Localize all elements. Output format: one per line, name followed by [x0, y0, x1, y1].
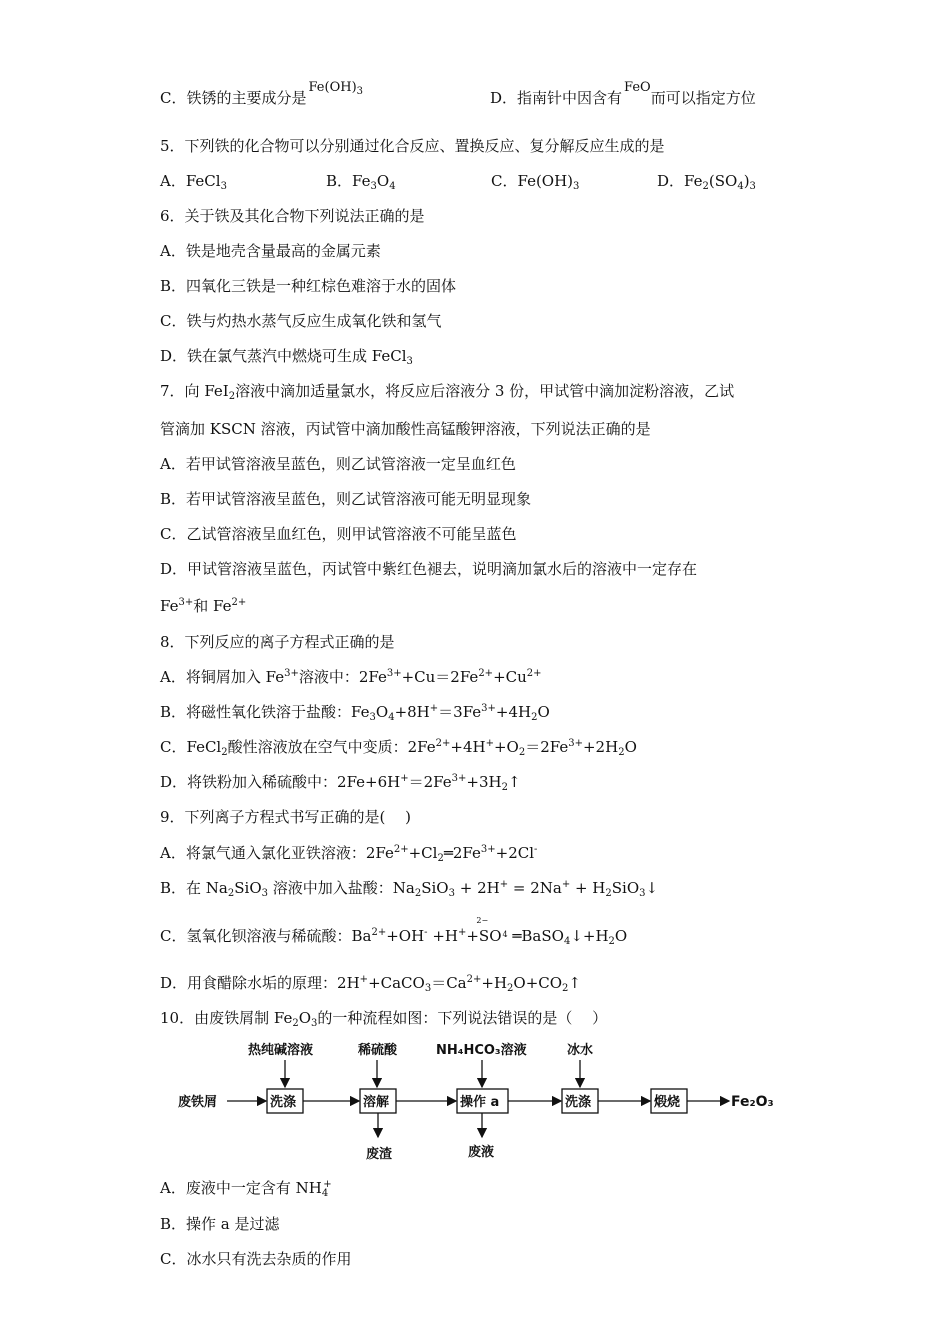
q5-option-a: A．FeCl$_3$: [160, 172, 227, 192]
waste-liquid: 废液: [468, 1145, 495, 1160]
q9-option-a: A．将氯气通入氯化亚铁溶液：$2Fe^{2+}+Cl_2═2Fe^{3+}+2Cl^-$: [160, 844, 538, 864]
q7-option-d: D．甲试管溶液呈蓝色，丙试管中紫红色褪去，说明滴加氯水后的溶液中一定存在: [160, 560, 698, 578]
process-flow-diagram: [170, 1038, 785, 1166]
reagent-dilute-sulfuric: 稀硫酸: [358, 1043, 398, 1058]
q10-option-a: A．废液中一定含有 $NH_4^+$: [160, 1179, 332, 1199]
q8-option-b: B．将磁性氧化铁溶于盐酸：$Fe_3O_4+8H^+=3Fe^{3+}+4H_2O$: [160, 703, 550, 723]
q6-option-d: D．铁在氯气蒸汽中燃烧可生成 FeCl$_3$: [160, 347, 413, 367]
q5-option-b: B．$Fe_3O_4$: [326, 172, 396, 192]
q7-option-c: C．乙试管溶液呈血红色，则甲试管溶液不可能呈蓝色: [160, 525, 517, 543]
waste-residue: 废渣: [366, 1147, 393, 1162]
sulfate-ion: $+SO^4$ 2−: [466, 916, 508, 945]
step-operation-a-label: 操作 a: [460, 1095, 500, 1110]
q7-option-a: A．若甲试管溶液呈蓝色，则乙试管溶液一定呈血红色: [160, 455, 516, 473]
q9-option-d: D．用食醋除水垢的原理：$2H^++CaCO_3=Ca^{2+}+H_2O+CO_2↑$: [160, 974, 581, 994]
input-scrap-iron: 废铁屑: [178, 1095, 218, 1110]
q4-option-c: C．铁锈的主要成分是$Fe(OH)_3$: [160, 80, 364, 107]
q10-option-c: C．冰水只有洗去杂质的作用: [160, 1250, 352, 1268]
q7-stem-line2: 管滴加 KSCN 溶液，丙试管中滴加酸性高锰酸钾溶液，下列说法正确的是: [160, 420, 651, 438]
q4-option-d: D．指南针中因含有FeO而可以指定方位: [490, 80, 756, 107]
step-calcine-label: 煅烧: [654, 1095, 681, 1110]
step-wash-1-label: 洗涤: [270, 1095, 297, 1110]
q10-stem: 10．由废铁屑制 $Fe_2O_3$的一种流程如图：下列说法错误的是（ ）: [160, 1009, 608, 1029]
q7-option-b: B．若甲试管溶液呈蓝色，则乙试管溶液可能无明显现象: [160, 490, 532, 508]
q8-stem: 8．下列反应的离子方程式正确的是: [160, 633, 395, 651]
step-dissolve-label: 溶解: [363, 1095, 390, 1110]
q8-option-a: A．将铜屑加入 $Fe^{3+}$溶液中：$2Fe^{3+}+Cu=2Fe^{2+}+Cu^{2+}$: [160, 668, 542, 686]
q5-stem: 5．下列铁的化合物可以分别通过化合反应、置换反应、复分解反应生成的是: [160, 137, 665, 155]
q5-option-d: D．$Fe_2(SO_4)_3$: [657, 172, 756, 192]
output-fe2o3: Fe₂O₃: [731, 1094, 774, 1110]
q9-stem: 9．下列离子方程式书写正确的是( ): [160, 808, 412, 826]
q6-stem: 6．关于铁及其化合物下列说法正确的是: [160, 207, 425, 225]
q8-option-c: C．FeCl$_2$酸性溶液放在空气中变质：$2Fe^{2+}+4H^++O_2=2Fe^{3+}+2H_2O$: [160, 738, 637, 758]
q10-option-b: B．操作 a 是过滤: [160, 1215, 280, 1233]
feo-formula: FeO: [624, 80, 651, 95]
reagent-hot-soda: 热纯碱溶液: [248, 1043, 314, 1058]
q6-option-c: C．铁与灼热水蒸气反应生成氧化铁和氢气: [160, 312, 442, 330]
q7-stem-line1: 7．向 FeI$_2$溶液中滴加适量氯水，将反应后溶液分 3 份，甲试管中滴加淀粉溶液，乙试: [160, 382, 735, 402]
reagent-ice-water: 冰水: [567, 1043, 594, 1058]
q6-option-a: A．铁是地壳含量最高的金属元素: [160, 242, 381, 260]
q9-option-b: B．在 $Na_2SiO_3$ 溶液中加入盐酸：$Na_2SiO_3 + 2H^+ = 2Na^+$ + $H_2SiO_3↓$: [160, 879, 659, 899]
step-wash-2-label: 洗涤: [565, 1095, 592, 1110]
fe-oh-3-formula: $Fe(OH)_3$: [308, 80, 364, 97]
q5-option-c: C．$Fe(OH)_3$: [491, 172, 580, 192]
q6-option-b: B．四氧化三铁是一种红棕色难溶于水的固体: [160, 277, 457, 295]
q7-option-d-cont: $Fe^{3+}$和 $Fe^{2+}$: [160, 597, 247, 615]
q9-option-c: C．氢氧化钡溶液与稀硫酸：$Ba^{2+}+OH^- +H^++SO^4$ 2− $═BaSO_4↓+H_2O$: [160, 916, 628, 947]
q8-option-d: D．将铁粉加入稀硫酸中：$2Fe+6H^+=2Fe^{3+}+3H_2↑$: [160, 773, 521, 793]
reagent-nh4hco3: NH₄HCO₃溶液: [436, 1043, 527, 1058]
